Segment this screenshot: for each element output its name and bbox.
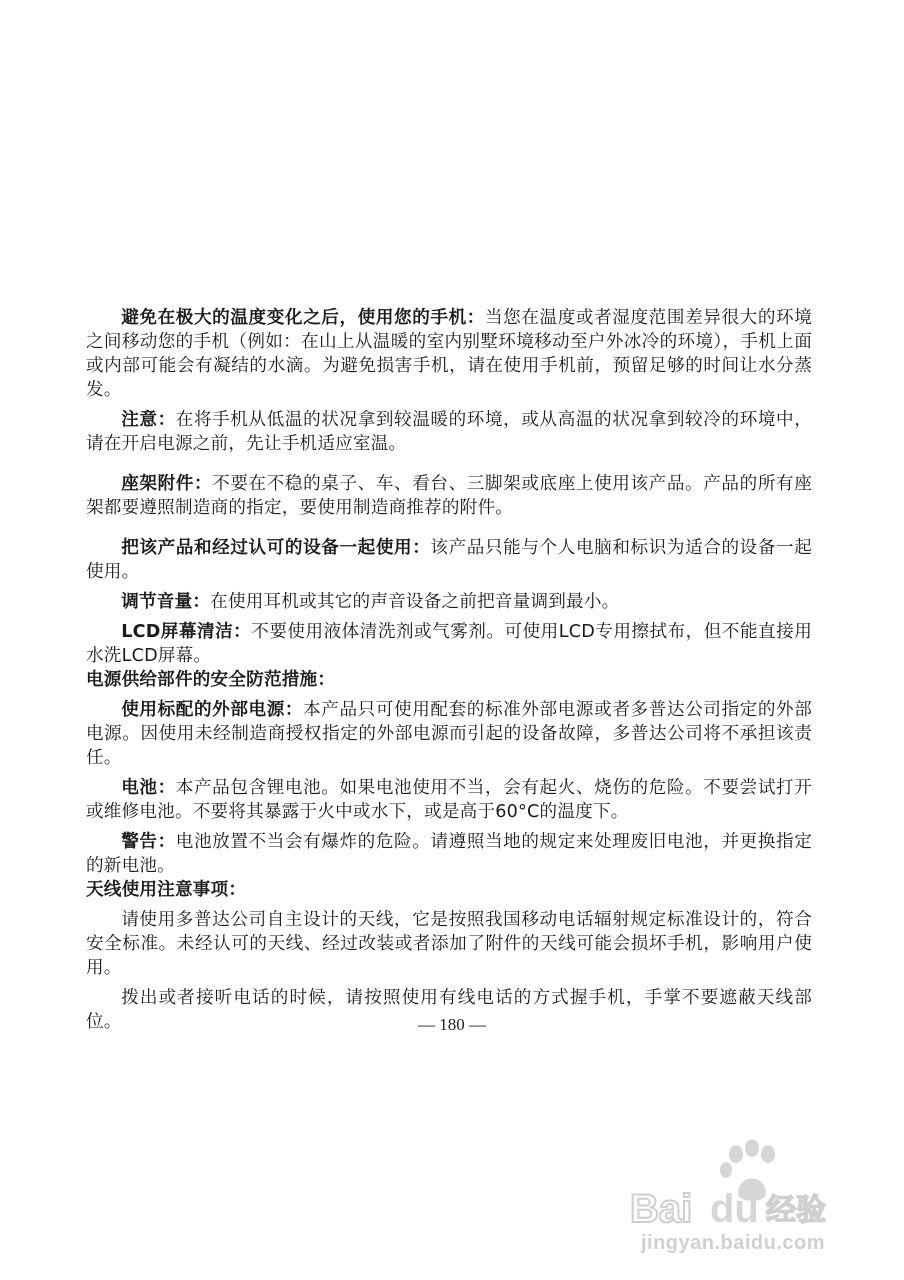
watermark-url: jingyan.baidu.com bbox=[640, 1232, 826, 1254]
paragraph-mount-accessories bbox=[86, 472, 812, 520]
paragraph-text: 不要在不稳的桌子、车、看台、三脚架或底座上使用该产品。产品的所有座架都要遵照制造商的指定，要使用制造商推荐的附件。 bbox=[86, 474, 812, 518]
paragraph-text: 在将手机从低温的状况拿到较温暖的环境，或从高温的状况拿到较冷的环境中，请在开启电源之前，先让手机适应室温。 bbox=[86, 410, 812, 454]
paragraph-battery bbox=[86, 776, 812, 824]
paragraph-text: 在使用耳机或其它的声音设备之前把音量调到最小。 bbox=[210, 592, 620, 612]
paragraph-heading: 避免在极大的温度变化之后，使用您的手机： bbox=[121, 308, 485, 328]
paragraph-text: 本产品只可使用配套的标准外部电源或者多普达公司指定的外部电源。因使用未经制造商授权指定的外部电源而引起的设备故障，多普达公司将不承担该责任。 bbox=[86, 700, 812, 768]
paragraph-volume bbox=[86, 590, 812, 614]
paragraph-external-power bbox=[86, 698, 812, 770]
paragraph-heading: 使用标配的外部电源： bbox=[121, 700, 304, 720]
paragraph-heading: 把该产品和经过认可的设备一起使用： bbox=[121, 538, 431, 558]
baidu-watermark bbox=[618, 1140, 848, 1260]
baidu-jingyan-logo bbox=[618, 1140, 848, 1230]
paragraph-heading: 座架附件： bbox=[121, 474, 213, 494]
page-body bbox=[86, 306, 812, 1034]
paragraph-heading: 电池： bbox=[121, 778, 176, 798]
paragraph-heading: 注意： bbox=[121, 410, 176, 430]
paragraph-text: 电池放置不当会有爆炸的危险。请遵照当地的规定来处理废旧电池，并更换指定的新电池。 bbox=[86, 832, 812, 876]
paragraph-note bbox=[86, 408, 812, 456]
paragraph-antenna-design bbox=[86, 908, 812, 980]
paragraph-text: 请使用多普达公司自主设计的天线，它是按照我国移动电话辐射规定标准设计的，符合安全标准。未经认可的天线、经过改装或者添加了附件的天线可能会损坏手机，影响用户使用。 bbox=[86, 910, 812, 978]
paragraph-text: 不要使用液体清洗剂或气雾剂。可使用LCD专用擦拭布，但不能直接用水洗LCD屏幕。 bbox=[86, 622, 812, 666]
paragraph-temperature-change bbox=[86, 306, 812, 402]
section-title-power-safety: 电源供给部件的安全防范措施： bbox=[86, 670, 336, 690]
svg-text:Bai: Bai bbox=[630, 1187, 693, 1230]
paragraph-heading: LCD屏幕清洁： bbox=[121, 622, 252, 642]
paragraph-heading: 警告： bbox=[121, 832, 176, 852]
paragraph-warning bbox=[86, 830, 812, 878]
paragraph-text: 该产品只能与个人电脑和标识为适合的设备一起使用。 bbox=[86, 538, 813, 582]
paragraph-lcd-cleaning bbox=[86, 620, 812, 668]
svg-text:du: du bbox=[710, 1187, 759, 1230]
page-number: — 180 — bbox=[418, 1015, 486, 1034]
paragraph-heading: 调节音量： bbox=[121, 592, 211, 612]
svg-text:经验: 经验 bbox=[766, 1193, 826, 1228]
paragraph-text: 当您在温度或者湿度范围差异很大的环境之间移动您的手机（例如：在山上从温暖的室内别墅环境移动至户外冰冷的环境），手机上面或内部可能会有凝结的水滴。为避免损害手机，请在使用手机前，预留足够的时间让水分蒸发。 bbox=[86, 308, 812, 400]
paragraph-text: 拨出或者接听电话的时候，请按照使用有线电话的方式握手机，手掌不要遮蔽天线部位。 bbox=[86, 988, 812, 1032]
paragraph-text: 本产品包含锂电池。如果电池使用不当，会有起火、烧伤的危险。不要尝试打开或维修电池。不要将其暴露于火中或水下，或是高于60°C的温度下。 bbox=[86, 778, 812, 822]
section-title-antenna: 天线使用注意事项： bbox=[86, 880, 247, 900]
paragraph-approved-devices bbox=[86, 536, 812, 584]
